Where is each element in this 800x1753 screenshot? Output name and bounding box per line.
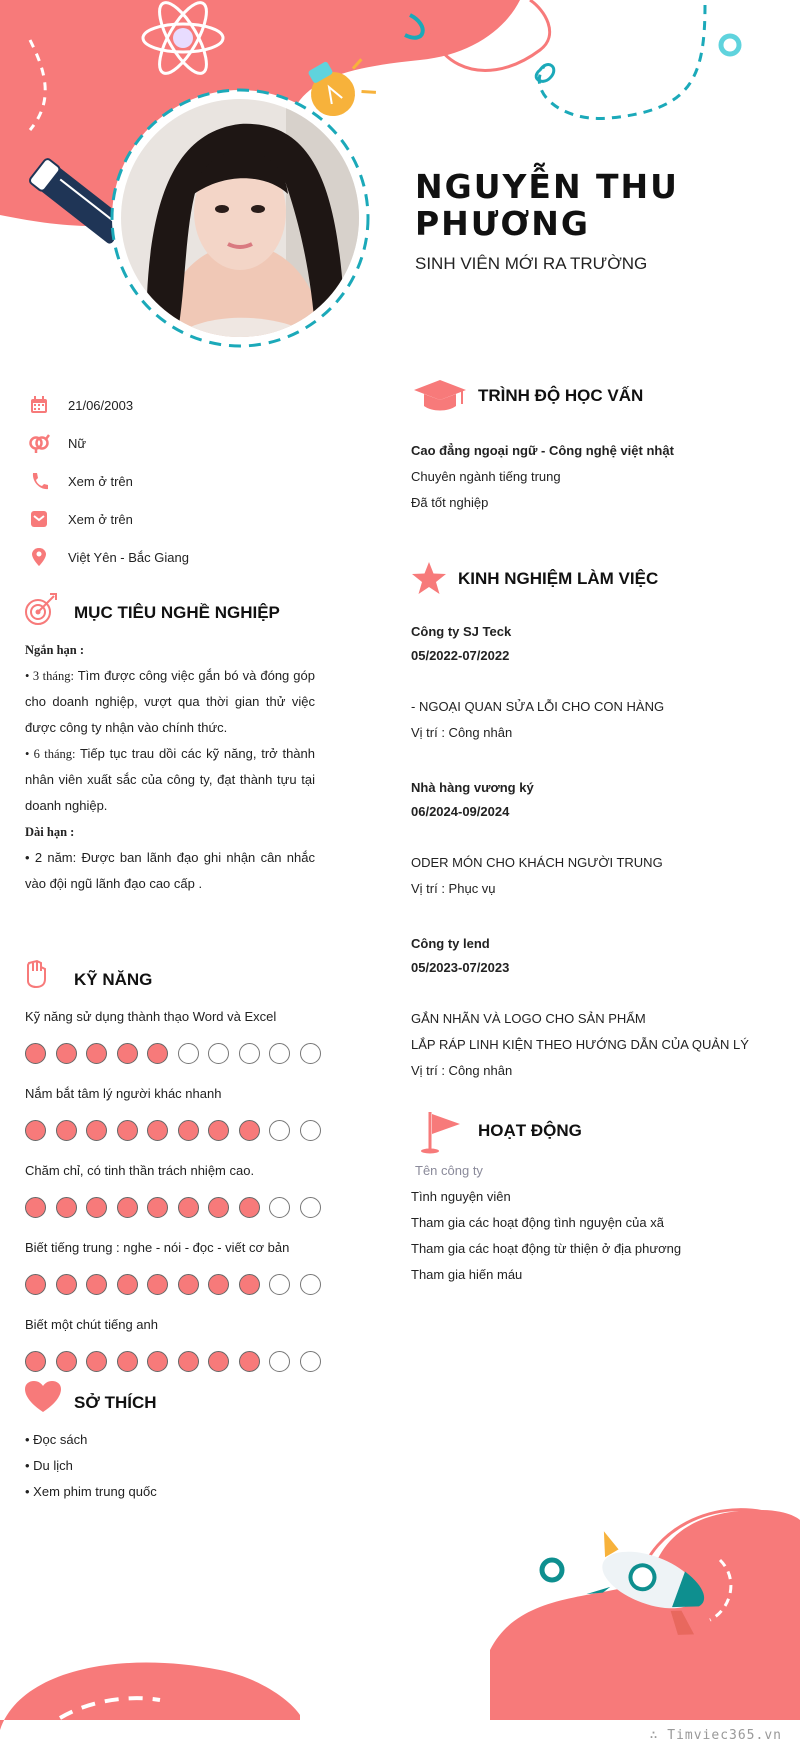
- job-line: - NGOẠI QUAN SỬA LỖI CHO CON HÀNG: [411, 699, 665, 714]
- rating-dot-filled: [117, 1274, 138, 1295]
- objective-content: [25, 637, 315, 897]
- skills-list: [25, 1009, 325, 1394]
- job-period: 06/2024-09/2024: [411, 804, 510, 819]
- activities-title: HOẠT ĐỘNG: [478, 1121, 582, 1140]
- rating-dot-filled: [86, 1120, 107, 1141]
- skill-label: Kỹ năng sử dụng thành thạo Word và Excel: [25, 1009, 277, 1024]
- activity-line: Tham gia các hoạt động từ thiện ở địa phương: [411, 1241, 682, 1256]
- short-term-item-1: [25, 663, 315, 741]
- rating-dot-filled: [178, 1197, 199, 1218]
- contact-birthdate: [28, 386, 348, 424]
- skill-item: [25, 1009, 325, 1064]
- rating-dot-filled: [25, 1120, 46, 1141]
- hobby-item: • Du lịch: [25, 1458, 73, 1473]
- short-term-item-2: [25, 741, 315, 819]
- activity-line: Tham gia các hoạt động tình nguyện của xã: [411, 1215, 664, 1230]
- experience-list: [411, 620, 791, 1084]
- short-term-label: Ngắn hạn :: [25, 643, 85, 657]
- item-prefix: • 3 tháng:: [25, 669, 74, 683]
- job-period: 05/2022-07/2022: [411, 648, 510, 663]
- contact-value: Xem ở trên: [68, 511, 133, 527]
- skill-rating: [25, 1351, 325, 1372]
- job-entry: [411, 776, 791, 932]
- rating-dot-filled: [117, 1120, 138, 1141]
- contact-value: Việt Yên - Bắc Giang: [68, 549, 189, 565]
- rating-dot-empty: [208, 1043, 229, 1064]
- rating-dot-filled: [86, 1274, 107, 1295]
- job-company: Công ty lend: [411, 936, 490, 951]
- contact-value: 21/06/2003: [68, 397, 134, 413]
- rating-dot-filled: [25, 1274, 46, 1295]
- contact-info: [28, 386, 348, 576]
- flag-icon: [420, 1108, 464, 1154]
- activity-company: Tên công ty: [415, 1163, 483, 1178]
- job-line: Vị trí : Phục vụ: [411, 881, 496, 896]
- rating-dot-filled: [25, 1043, 46, 1064]
- hobbies-title: SỞ THÍCH: [74, 1393, 157, 1412]
- activity-line: Tham gia hiến máu: [411, 1267, 523, 1282]
- mail-icon: [28, 508, 50, 530]
- education-status: Đã tốt nghiệp: [411, 495, 489, 510]
- contact-value: Nữ: [68, 435, 87, 451]
- job-entry: [411, 932, 791, 1084]
- skill-item: [25, 1240, 325, 1295]
- rating-dot-filled: [147, 1351, 168, 1372]
- skill-rating: [25, 1274, 325, 1295]
- skill-label: Biết một chút tiếng anh: [25, 1317, 158, 1332]
- rating-dot-filled: [56, 1120, 77, 1141]
- job-line: LẮP RÁP LINH KIỆN THEO HƯỚNG DẪN CỦA QUẢN LÝ: [411, 1037, 749, 1052]
- rating-dot-filled: [117, 1043, 138, 1064]
- education-major: Chuyên ngành tiếng trung: [411, 469, 561, 484]
- rating-dot-filled: [56, 1274, 77, 1295]
- phone-icon: [28, 470, 50, 492]
- rating-dot-filled: [178, 1274, 199, 1295]
- rating-dot-filled: [178, 1351, 199, 1372]
- rating-dot-filled: [86, 1043, 107, 1064]
- rating-dot-filled: [147, 1043, 168, 1064]
- activity-line: Tình nguyện viên: [411, 1189, 511, 1204]
- education-content: [411, 438, 781, 516]
- long-term-item-1: • 2 năm: Được ban lãnh đạo ghi nhận cân nhắc vào đội ngũ lãnh đạo cao cấp .: [25, 850, 315, 891]
- heart-icon: [24, 1380, 62, 1414]
- item-text: Tiếp tục trau dồi các kỹ năng, trở thành nhân viên xuất sắc của công ty, đạt thành tựu tại doanh nghiệp.: [25, 746, 315, 813]
- item-prefix: • 6 tháng:: [25, 747, 76, 761]
- fist-icon: [24, 957, 48, 989]
- rating-dot-empty: [300, 1120, 321, 1141]
- skill-item: [25, 1163, 325, 1218]
- rating-dot-filled: [86, 1351, 107, 1372]
- rating-dot-empty: [239, 1043, 260, 1064]
- long-term-label: Dài hạn :: [25, 825, 75, 839]
- rating-dot-filled: [56, 1043, 77, 1064]
- contact-gender: [28, 424, 348, 462]
- education-title: TRÌNH ĐỘ HỌC VẤN: [478, 386, 644, 405]
- footer-decoration: [0, 1500, 800, 1753]
- hobby-item: • Xem phim trung quốc: [25, 1484, 157, 1499]
- skill-label: Chăm chỉ, có tinh thần trách nhiệm cao.: [25, 1163, 255, 1178]
- job-line: Vị trí : Công nhân: [411, 1063, 513, 1078]
- rating-dot-empty: [269, 1197, 290, 1218]
- rating-dot-filled: [208, 1120, 229, 1141]
- rating-dot-empty: [178, 1043, 199, 1064]
- rating-dot-filled: [239, 1274, 260, 1295]
- education-school: Cao đẳng ngoại ngữ - Công nghệ việt nhật: [411, 443, 674, 458]
- rating-dot-empty: [269, 1120, 290, 1141]
- job-company: Nhà hàng vương ký: [411, 780, 534, 795]
- name-line-2: PHƯƠNG: [415, 204, 590, 243]
- rating-dot-empty: [300, 1043, 321, 1064]
- rating-dot-empty: [300, 1351, 321, 1372]
- rating-dot-empty: [300, 1274, 321, 1295]
- gender-icon: [28, 432, 50, 454]
- target-icon: [24, 592, 58, 626]
- rating-dot-filled: [147, 1197, 168, 1218]
- location-icon: [28, 546, 50, 568]
- hobby-item: • Đọc sách: [25, 1432, 88, 1447]
- hobbies-list: [25, 1427, 157, 1505]
- skill-label: Nắm bắt tâm lý người khác nhanh: [25, 1086, 222, 1101]
- activities-content: [411, 1158, 791, 1288]
- skill-label: Biết tiếng trung : nghe - nói - đọc - viết cơ bản: [25, 1240, 290, 1255]
- contact-value: Xem ở trên: [68, 473, 133, 489]
- graduation-cap-icon: [412, 378, 468, 414]
- job-line: ODER MÓN CHO KHÁCH NGƯỜI TRUNG: [411, 855, 663, 870]
- contact-phone: [28, 462, 348, 500]
- rating-dot-empty: [269, 1043, 290, 1064]
- rating-dot-filled: [25, 1197, 46, 1218]
- experience-title: KINH NGHIỆM LÀM VIỆC: [458, 569, 659, 588]
- avatar: [116, 94, 364, 342]
- rating-dot-filled: [56, 1197, 77, 1218]
- job-period: 05/2023-07/2023: [411, 960, 510, 975]
- rating-dot-filled: [239, 1197, 260, 1218]
- job-entry: [411, 620, 791, 776]
- rating-dot-filled: [208, 1351, 229, 1372]
- rating-dot-filled: [178, 1120, 199, 1141]
- rating-dot-filled: [25, 1351, 46, 1372]
- rating-dot-empty: [269, 1351, 290, 1372]
- skill-rating: [25, 1120, 325, 1141]
- name-line-1: NGUYỄN THU: [415, 167, 679, 206]
- rating-dot-filled: [117, 1197, 138, 1218]
- rating-dot-empty: [269, 1274, 290, 1295]
- skill-rating: [25, 1197, 325, 1218]
- rating-dot-filled: [56, 1351, 77, 1372]
- rating-dot-filled: [239, 1351, 260, 1372]
- rating-dot-filled: [147, 1120, 168, 1141]
- calendar-icon: [28, 394, 50, 416]
- rating-dot-empty: [300, 1197, 321, 1218]
- rating-dot-filled: [208, 1197, 229, 1218]
- candidate-name: [415, 168, 775, 242]
- job-company: Công ty SJ Teck: [411, 624, 512, 639]
- skill-item: [25, 1317, 325, 1372]
- star-icon: [411, 561, 447, 595]
- rating-dot-filled: [208, 1274, 229, 1295]
- contact-address: [28, 538, 348, 576]
- rating-dot-filled: [117, 1351, 138, 1372]
- job-line: GẮN NHÃN VÀ LOGO CHO SẢN PHẨM: [411, 1011, 646, 1026]
- candidate-role: SINH VIÊN MỚI RA TRƯỜNG: [415, 254, 648, 273]
- contact-email: [28, 500, 348, 538]
- rating-dot-filled: [239, 1120, 260, 1141]
- rating-dot-filled: [86, 1197, 107, 1218]
- watermark: ∴ Timviec365.vn: [649, 1728, 782, 1743]
- objective-title: MỤC TIÊU NGHỀ NGHIỆP: [74, 603, 280, 622]
- skill-item: [25, 1086, 325, 1141]
- item-text: Tìm được công việc gắn bó và đóng góp cho doanh nghiệp, vượt qua thời gian thử việc được công ty nhận vào chính thức.: [25, 668, 315, 735]
- skills-title: KỸ NĂNG: [74, 970, 153, 989]
- job-line: Vị trí : Công nhân: [411, 725, 513, 740]
- skill-rating: [25, 1043, 325, 1064]
- rating-dot-filled: [147, 1274, 168, 1295]
